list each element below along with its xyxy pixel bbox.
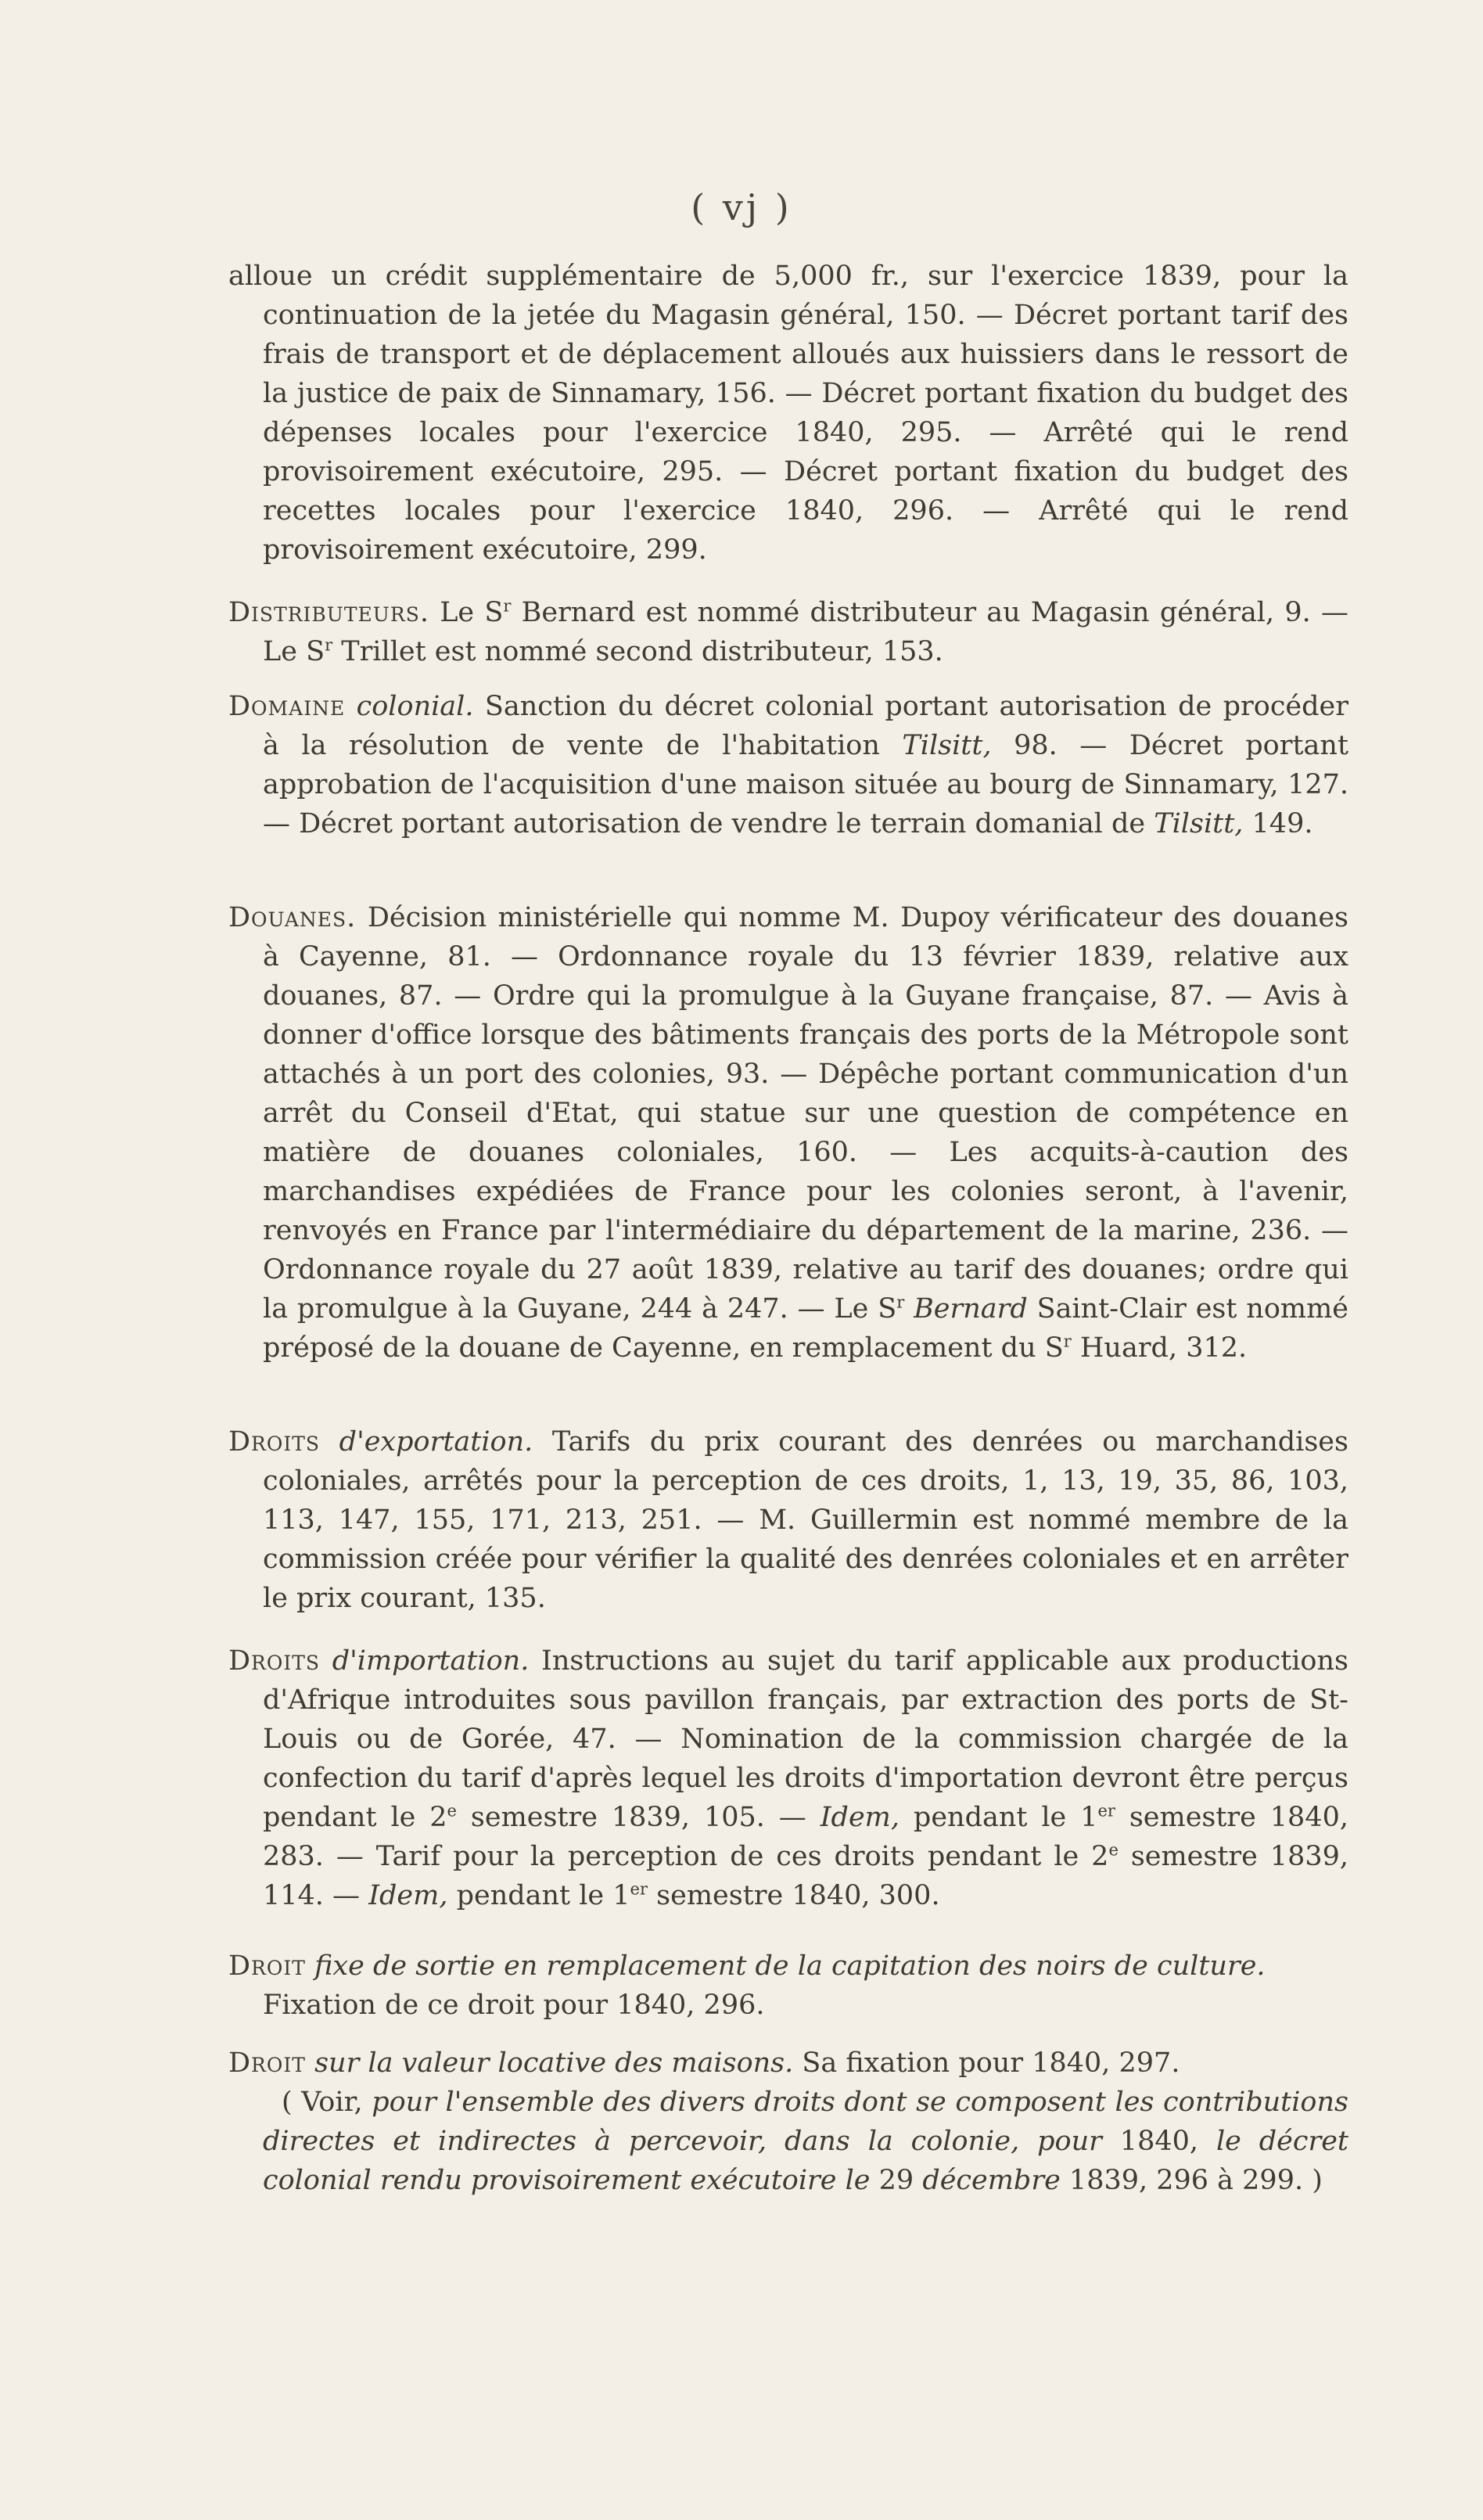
- continuation-paragraph: [228, 257, 1348, 570]
- entry-text: Droits d'importation. Instructions au sujet du tarif applicable aux productions d'Afrique introduites sous pavillon français, par extraction des ports de St-Louis ou de Gorée, 47. — Nomination de la commission chargée de la confection du tarif d'après lequel les droits d'importation devront être perçus pendant le 2e semestre 1839, 105. — Idem, pendant le 1er semestre 1840, 283. — Tarif pour la perception de ces droits pendant le 2e semestre 1839, 114. — Idem, pendant le 1er semestre 1840, 300.: [228, 1645, 1349, 1911]
- entry-subheading: colonial.: [345, 691, 474, 722]
- entry-subheading: d'exportation.: [320, 1426, 533, 1458]
- entry-heading: Droit: [228, 1950, 306, 1982]
- entry-text: Droits d'exportation. Tarifs du prix courant des denrées ou marchandises coloniales, arrêtés pour la perception de ces droits, 1, 13, 19, 35, 86, 103, 113, 147, 155, 171, 213, 251. — M. Guillermin est nommé membre de la commission créée pour vérifier la qualité des denrées coloniales et en arrêter le prix courant, 135.: [228, 1426, 1348, 1614]
- entry-heading: Distributeurs.: [228, 597, 429, 628]
- entry-droit-valeur-locative: [228, 2044, 1348, 2200]
- entry-droits-importation: [228, 1641, 1348, 1915]
- entry-text-line: Fixation de ce droit pour 1840, 296.: [263, 1990, 765, 2021]
- entry-domaine: [228, 687, 1348, 843]
- entry-heading: Douanes.: [228, 902, 357, 933]
- page-number: ( vj ): [691, 186, 792, 228]
- entry-text: Droit sur la valeur locative des maisons. Sa fixation pour 1840, 297.: [228, 2047, 1180, 2079]
- entry-heading: Droits: [228, 1645, 321, 1677]
- continuation-text: alloue un crédit supplémentaire de 5,000 fr., sur l'exercice 1839, pour la continuation de la jetée du Magasin général, 150. — Décret portant tarif des frais de transport et de déplacement alloués aux huissiers dans le ressort de la justice de paix de Sinnamary, 156. — Décret portant fixation du budget des dépenses locales pour l'exercice 1840, 295. — Arrêté qui le rend provisoirement exécutoire, 295. — Décret portant fixation du budget des recettes locales pour l'exercice 1840, 296. — Arrêté qui le rend provisoirement exécutoire, 299.: [228, 261, 1348, 566]
- entry-subheading: fixe de sortie en remplacement de la capitation des noirs de culture.: [305, 1950, 1266, 1982]
- entry-heading: Droits: [228, 1426, 321, 1458]
- entry-subheading: sur la valeur locative des maisons.: [305, 2047, 794, 2079]
- entry-text: [228, 1947, 1348, 1986]
- entry-subheading: d'importation.: [320, 1645, 530, 1677]
- entry-text: Domaine colonial. Sanction du décret colonial portant autorisation de procéder à la résolution de vente de l'habitation Tilsitt, 98. — Décret portant approbation de l'acquisition d'une maison située au bourg de Sinnamary, 127. — Décret portant autorisation de vendre le terrain domanial de Tilsitt, 149.: [228, 691, 1349, 839]
- entry-droits-exportation: [228, 1422, 1348, 1618]
- entry-douanes: [228, 898, 1348, 1368]
- entry-text: Douanes. Décision ministérielle qui nomme M. Dupoy vérificateur des douanes à Cayenne, 81. — Ordonnance royale du 13 février 1839, relative aux douanes, 87. — Ordre qui la promulgue à la Guyane française, 87. — Avis à donner d'office lorsque des bâtiments français des ports de la Métropole sont attachés à un port des colonies, 93. — Dépêche portant communication d'un arrêt du Conseil d'Etat, qui statue sur une question de compétence en matière de douanes coloniales, 160. — Les acquits-à-caution des marchandises expédiées de France pour les colonies seront, à l'avenir, renvoyés en France par l'intermédiaire du département de la marine, 236. — Ordonnance royale du 27 août 1839, relative au tarif des douanes; ordre qui la promulgue à la Guyane, 244 à 247. — Le $S^r$ Bernard Saint-Clair est nommé préposé de la douane de Cayenne, en remplacement du $S^r$ Huard, 312.: [228, 902, 1348, 1364]
- entry-droit-fixe: [228, 1947, 1348, 2025]
- entry-distributeurs: [228, 593, 1348, 671]
- entry-heading: Domaine: [228, 691, 346, 722]
- see-also-note: ( Voir, pour l'ensemble des divers droits dont se composent les contributions directes et indirectes à percevoir, dans la colonie, pour 1840, le décret colonial rendu provisoirement exécutoire le 29 décembre 1839, 296 à 299. ): [263, 2087, 1349, 2196]
- entry-heading: Droit: [228, 2047, 306, 2079]
- entry-text: Distributeurs. Le $S^r$ Bernard est nommé distributeur au Magasin général, 9. — Le $S^r$ Trillet est nommé second distributeur, 153.: [228, 596, 1348, 667]
